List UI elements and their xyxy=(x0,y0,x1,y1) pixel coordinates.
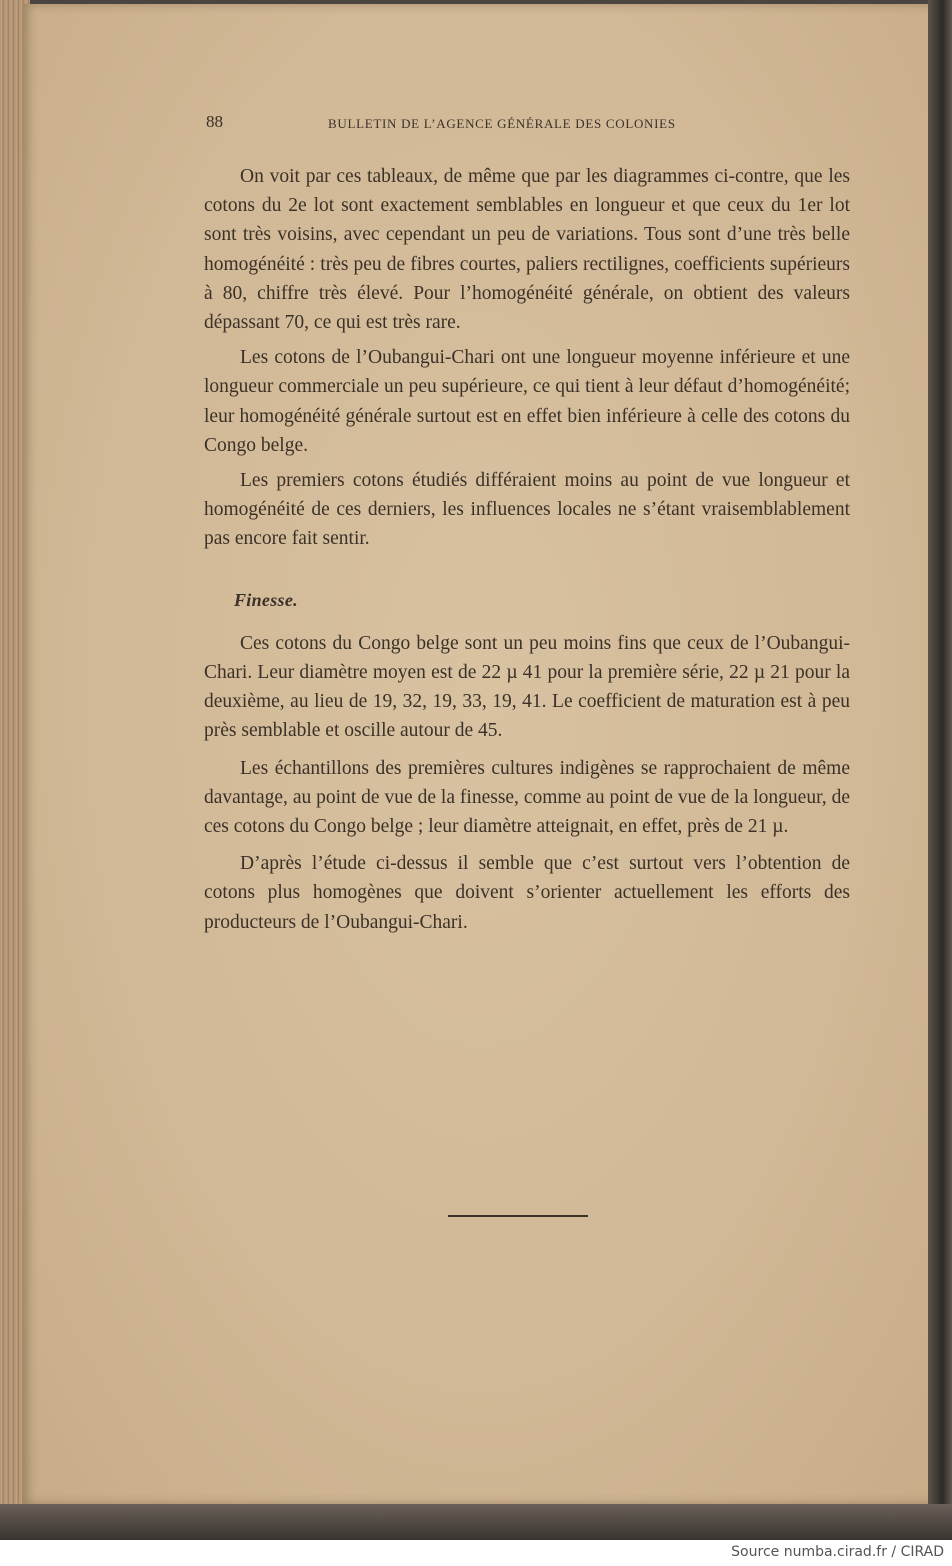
paragraph-conclusion: D’après l’étude ci-dessus il semble que c’est surtout vers l’obtention de cotons plus homogènes que doivent s’orienter actuellement les efforts des producteurs de l’Oubangui-Chari. xyxy=(204,853,850,933)
paragraph-oubangui-length: Les cotons de l’Oubangui-Chari ont une longueur moyenne inférieure et une longueur commerciale un peu supérieure, ce qui tient à leur défaut d’homogénéité; leur homogénéité générale surtout est en effet bien inférieure à celle des cotons du Congo belge. xyxy=(204,347,850,456)
book-page xyxy=(22,4,940,1504)
source-caption: Source numba.cirad.fr / CIRAD xyxy=(731,1544,944,1560)
bottom-scan-border xyxy=(0,1504,952,1540)
section-heading-finesse: Finesse. xyxy=(234,589,298,610)
paragraph-tables-comparison: On voit par ces tableaux, de même que par les diagrammes ci-contre, que les cotons du 2e lot sont exactement semblables en longueur et que ceux du 1er lot sont très voisins, avec cependant un peu de variations. Tous sont d’une très belle homogénéité : très peu de fibres courtes, paliers rectilignes, coefficients supérieurs à 80, chiffre très élevé. Pour l’homogénéité générale, on obtient des valeurs dépassant 70, ce qui est très rare. xyxy=(204,166,850,334)
right-binding-edge xyxy=(928,0,952,1540)
body-text xyxy=(204,162,850,937)
paragraph-finesse-diameter: Ces cotons du Congo belge sont un peu moins fins que ceux de l’Oubangui-Chari. Leur diamètre moyen est de 22 µ 41 pour la première série, 22 µ 21 pour la deuxième, au lieu de 19, 32, 19, 33, 19, 41. Le coefficient de maturation est à peu près semblable et oscille autour de 45. xyxy=(204,632,850,742)
page-number: 88 xyxy=(206,112,223,131)
paragraph-early-samples: Les échantillons des premières cultures indigènes se rapprochaient de même davantage, au point de vue de la finesse, comme au point de vue de la longueur, de ces cotons du Congo belge ; leur diamètre atteignait, en effet, près de 21 µ. xyxy=(204,757,850,838)
journal-title: BULLETIN DE L’AGENCE GÉNÉRALE DES COLONIES xyxy=(328,116,676,131)
end-rule-divider xyxy=(448,1215,588,1217)
paragraph-first-cottons: Les premiers cotons étudiés différaient moins au point de vue longueur et homogénéité de ces derniers, les influences locales ne s’étant vraisemblablement pas encore fait sentir. xyxy=(204,470,850,550)
